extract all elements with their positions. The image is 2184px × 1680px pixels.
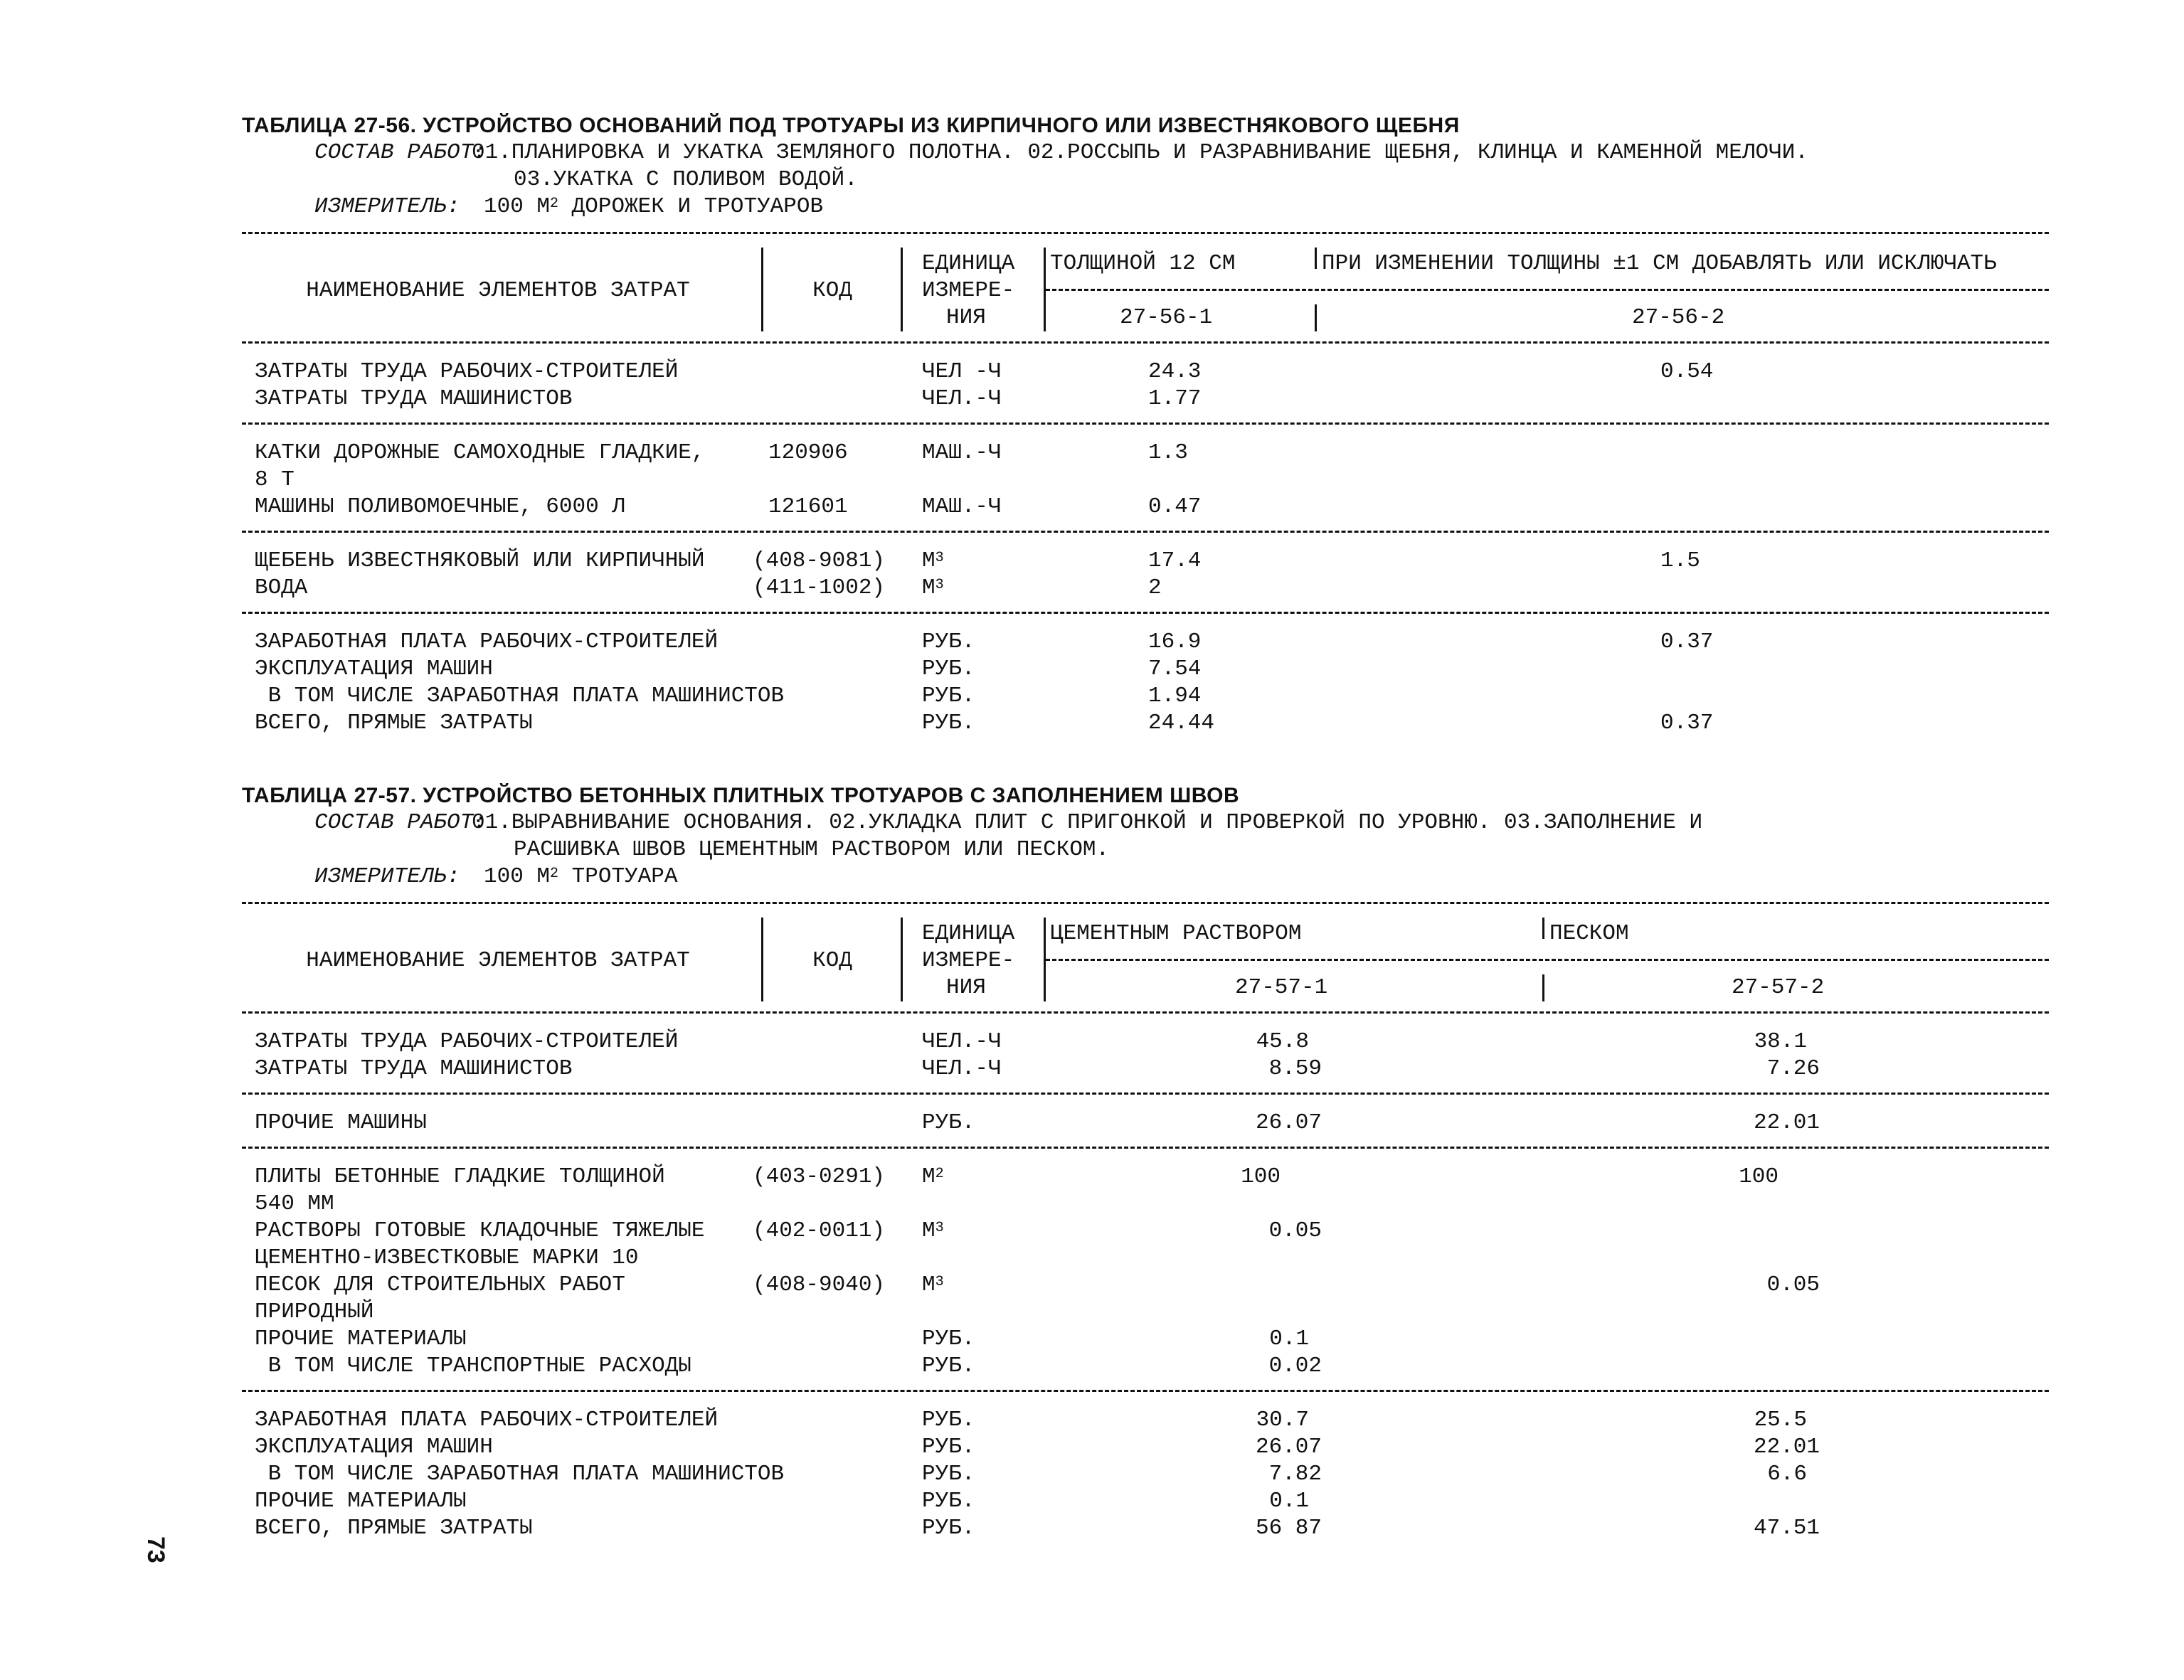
t57-row-value: 0.1 bbox=[1269, 1327, 1309, 1351]
t57-row-unit: РУБ. bbox=[922, 1516, 975, 1541]
t56-row-name: КАТКИ ДОРОЖНЫЕ САМОХОДНЫЕ ГЛАДКИЕ, bbox=[255, 440, 705, 465]
t56-row-name: ЗАТРАТЫ ТРУДА РАБОЧИХ-СТРОИТЕЛЕЙ bbox=[255, 359, 679, 384]
t56-row-name: ЗАТРАТЫ ТРУДА МАШИНИСТОВ bbox=[255, 386, 573, 411]
t57-row-unit: РУБ. bbox=[922, 1408, 975, 1432]
t57-row-name-cont: ПРИРОДНЫЙ bbox=[255, 1299, 374, 1324]
t56-row-value: 17.4 bbox=[1148, 548, 1202, 573]
t57-row-unit: $М^3$ bbox=[922, 1218, 944, 1243]
t57-header-col2: ПЕСКОМ bbox=[1549, 921, 1629, 946]
t56-row-name: ЗАРАБОТНАЯ ПЛАТА РАБОЧИХ-СТРОИТЕЛЕЙ bbox=[255, 629, 719, 654]
t57-row-name: ПЛИТЫ БЕТОННЫЕ ГЛАДКИЕ ТОЛЩИНОЙ bbox=[255, 1164, 665, 1189]
t56-header-unit: ИЗМЕРЕ- bbox=[922, 278, 1015, 303]
t57-row-name: ЗАТРАТЫ ТРУДА РАБОЧИХ-СТРОИТЕЛЕЙ bbox=[255, 1029, 679, 1054]
t57-row-unit: РУБ. bbox=[922, 1327, 975, 1351]
t57-row-value: 6.6 bbox=[1767, 1462, 1807, 1487]
t56-row-value: 0.37 bbox=[1660, 711, 1714, 735]
t57-row-name: ЗАРАБОТНАЯ ПЛАТА РАБОЧИХ-СТРОИТЕЛЕЙ bbox=[255, 1408, 719, 1432]
t57-rule bbox=[242, 1092, 2049, 1095]
t56-header-col2: ПРИ ИЗМЕНЕНИИ ТОЛЩИНЫ ±1 СМ ДОБАВЛЯТЬ ИЛИ ИСКЛЮЧАТЬ bbox=[1322, 251, 1997, 276]
t56-meter-label: ИЗМЕРИТЕЛЬ: bbox=[314, 194, 460, 219]
t57-row-code: (408-9040) bbox=[753, 1272, 886, 1297]
t56-row-unit: МАШ.-Ч bbox=[922, 494, 1002, 519]
t57-row-name: ПЕСОК ДЛЯ СТРОИТЕЛЬНЫХ РАБОТ bbox=[255, 1272, 625, 1297]
t57-row-name: ПРОЧИЕ МАШИНЫ bbox=[255, 1110, 427, 1135]
t56-row-name: ВСЕГО, ПРЯМЫЕ ЗАТРАТЫ bbox=[255, 711, 533, 735]
t56-row-value: 24.3 bbox=[1148, 359, 1202, 384]
t57-header-col1: ЦЕМЕНТНЫМ РАСТВОРОМ bbox=[1050, 921, 1302, 946]
t56-row-name: МАШИНЫ ПОЛИВОМОЕЧНЫЕ, 6000 Л bbox=[255, 494, 625, 519]
t56-header-col1: ТОЛЩИНОЙ 12 СМ bbox=[1050, 251, 1236, 276]
t57-meter-label: ИЗМЕРИТЕЛЬ: bbox=[314, 864, 460, 889]
t56-header-unit: НИЯ bbox=[946, 305, 986, 330]
t57-row-name: В ТОМ ЧИСЛЕ ТРАНСПОРТНЫЕ РАСХОДЫ bbox=[255, 1354, 691, 1378]
t57-row-name: ВСЕГО, ПРЯМЫЕ ЗАТРАТЫ bbox=[255, 1516, 533, 1541]
t56-row-code: (411-1002) bbox=[753, 575, 886, 600]
t56-row-unit: $М^3$ bbox=[922, 548, 944, 573]
t56-row-value: 16.9 bbox=[1148, 629, 1202, 654]
t56-header-divider bbox=[1315, 304, 1317, 331]
page-number: 73 bbox=[142, 1536, 169, 1563]
t57-row-value: 56 87 bbox=[1255, 1516, 1322, 1541]
t57-row-value: 100 bbox=[1739, 1164, 1779, 1189]
t56-row-name-cont: 8 Т bbox=[255, 467, 295, 492]
t56-header-divider bbox=[1315, 248, 1317, 269]
t57-rule bbox=[242, 1390, 2049, 1392]
t57-row-value: 30.7 bbox=[1256, 1408, 1309, 1432]
t56-work-line2: 03.УКАТКА С ПОЛИВОМ ВОДОЙ. bbox=[514, 167, 858, 192]
t57-meter: 100 $М^2$ ТРОТУАРА bbox=[484, 864, 678, 889]
t56-rule bbox=[242, 341, 2049, 344]
t57-header-divider bbox=[901, 918, 903, 1001]
t56-header-divider bbox=[761, 248, 763, 331]
t56-row-value: 0.37 bbox=[1660, 629, 1714, 654]
t57-header-code: КОД bbox=[812, 948, 852, 973]
t56-row-value: 24.44 bbox=[1148, 711, 1215, 735]
t56-header-code: КОД bbox=[812, 278, 852, 303]
t57-row-unit: $М^3$ bbox=[922, 1272, 944, 1297]
t56-row-value: 0.47 bbox=[1148, 494, 1202, 519]
t57-row-unit: $М^2$ bbox=[922, 1164, 944, 1189]
t57-header-divider bbox=[1542, 918, 1544, 939]
t57-rule-top bbox=[242, 902, 2049, 904]
t57-row-name: ПРОЧИЕ МАТЕРИАЛЫ bbox=[255, 1489, 467, 1514]
t57-row-name-cont: ЦЕМЕНТНО-ИЗВЕСТКОВЫЕ МАРКИ 10 bbox=[255, 1245, 639, 1270]
t57-row-value: 0.05 bbox=[1766, 1272, 1820, 1297]
t57-work-label: СОСТАВ РАБОТ: bbox=[314, 810, 487, 835]
t57-row-value: 26.07 bbox=[1255, 1435, 1322, 1460]
t57-header-divider bbox=[761, 918, 763, 1001]
t57-row-value: 38.1 bbox=[1754, 1029, 1807, 1054]
t56-header-name: НАИМЕНОВАНИЕ ЭЛЕМЕНТОВ ЗАТРАТ bbox=[306, 278, 690, 303]
t57-row-value: 0.02 bbox=[1268, 1354, 1322, 1378]
t57-header-num1: 27-57-1 bbox=[1235, 975, 1328, 1000]
t56-row-name: ЩЕБЕНЬ ИЗВЕСТНЯКОВЫЙ ИЛИ КИРПИЧНЫЙ bbox=[255, 548, 705, 573]
t57-rule bbox=[242, 1147, 2049, 1149]
t56-rule bbox=[242, 422, 2049, 425]
t57-row-name-cont: 540 ММ bbox=[255, 1191, 334, 1216]
t56-row-unit: $М^3$ bbox=[922, 575, 944, 600]
t56-work-label: СОСТАВ РАБОТ: bbox=[314, 140, 487, 165]
t57-header-name: НАИМЕНОВАНИЕ ЭЛЕМЕНТОВ ЗАТРАТ bbox=[306, 948, 690, 973]
t57-header-unit: ЕДИНИЦА bbox=[922, 921, 1015, 946]
t56-header-num2: 27-56-2 bbox=[1632, 305, 1725, 330]
t56-row-value: 1.77 bbox=[1148, 386, 1202, 411]
t56-row-unit: ЧЕЛ.-Ч bbox=[922, 386, 1002, 411]
t57-row-unit: РУБ. bbox=[922, 1462, 975, 1487]
t57-row-code: (403-0291) bbox=[753, 1164, 886, 1189]
t57-row-unit: ЧЕЛ.-Ч bbox=[922, 1029, 1002, 1054]
t57-row-name: ЗАТРАТЫ ТРУДА МАШИНИСТОВ bbox=[255, 1056, 573, 1081]
t56-row-code: 121601 bbox=[768, 494, 848, 519]
t57-row-unit: РУБ. bbox=[922, 1354, 975, 1378]
t56-meter: 100 $М^2$ ДОРОЖЕК И ТРОТУАРОВ bbox=[484, 194, 824, 219]
t57-header-subrule bbox=[1046, 959, 2049, 961]
t57-row-value: 0.1 bbox=[1269, 1489, 1309, 1514]
t57-row-value: 26.07 bbox=[1255, 1110, 1322, 1135]
t56-header-num1: 27-56-1 bbox=[1120, 305, 1213, 330]
t57-row-unit: ЧЕЛ.-Ч bbox=[922, 1056, 1002, 1081]
table-27-57-title: ТАБЛИЦА 27-57. УСТРОЙСТВО БЕТОННЫХ ПЛИТНЫХ ТРОТУАРОВ С ЗАПОЛНЕНИЕМ ШВОВ bbox=[242, 784, 1240, 807]
t57-row-name: ПРОЧИЕ МАТЕРИАЛЫ bbox=[255, 1327, 467, 1351]
t56-row-unit: РУБ. bbox=[922, 684, 975, 708]
t56-row-value: 2 bbox=[1148, 575, 1162, 600]
t57-row-name: ЭКСПЛУАТАЦИЯ МАШИН bbox=[255, 1435, 493, 1460]
t57-rule bbox=[242, 1011, 2049, 1014]
t57-row-unit: РУБ. bbox=[922, 1110, 975, 1135]
t57-row-value: 22.01 bbox=[1753, 1110, 1820, 1135]
t56-row-name: ВОДА bbox=[255, 575, 308, 600]
t56-row-value: 1.5 bbox=[1660, 548, 1700, 573]
t57-work-line2: РАСШИВКА ШВОВ ЦЕМЕНТНЫМ РАСТВОРОМ ИЛИ ПЕСКОМ. bbox=[514, 837, 1110, 862]
t57-row-value: 0.05 bbox=[1268, 1218, 1322, 1243]
table-27-56-title: ТАБЛИЦА 27-56. УСТРОЙСТВО ОСНОВАНИЙ ПОД ТРОТУАРЫ ИЗ КИРПИЧНОГО ИЛИ ИЗВЕСТНЯКОВОГО ЩЕБНЯ bbox=[242, 114, 1460, 137]
t57-header-divider bbox=[1542, 974, 1544, 1001]
t56-row-unit: РУБ. bbox=[922, 711, 975, 735]
t57-row-name: В ТОМ ЧИСЛЕ ЗАРАБОТНАЯ ПЛАТА МАШИНИСТОВ bbox=[255, 1462, 785, 1487]
t57-row-value: 7.82 bbox=[1268, 1462, 1322, 1487]
t56-work-line1: 01.ПЛАНИРОВКА И УКАТКА ЗЕМЛЯНОГО ПОЛОТНА. 02.РОССЫПЬ И РАЗРАВНИВАНИЕ ЩЕБНЯ, КЛИНЦА И КАМЕННОЙ МЕЛОЧИ. bbox=[472, 140, 1808, 165]
t56-row-value: 0.54 bbox=[1660, 359, 1714, 384]
t56-row-code: 120906 bbox=[768, 440, 848, 465]
t57-header-num2: 27-57-2 bbox=[1732, 975, 1825, 1000]
t56-row-unit: РУБ. bbox=[922, 656, 975, 681]
t56-row-unit: МАШ.-Ч bbox=[922, 440, 1002, 465]
t56-row-name: В ТОМ ЧИСЛЕ ЗАРАБОТНАЯ ПЛАТА МАШИНИСТОВ bbox=[255, 684, 785, 708]
t57-row-value: 47.51 bbox=[1753, 1516, 1820, 1541]
t56-row-unit: ЧЕЛ -Ч bbox=[922, 359, 1002, 384]
t57-row-name: РАСТВОРЫ ГОТОВЫЕ КЛАДОЧНЫЕ ТЯЖЕЛЫЕ bbox=[255, 1218, 705, 1243]
t57-header-unit: НИЯ bbox=[946, 975, 986, 1000]
t56-rule bbox=[242, 612, 2049, 614]
t56-row-value: 1.3 bbox=[1148, 440, 1188, 465]
t57-row-value: 22.01 bbox=[1753, 1435, 1820, 1460]
t56-row-value: 7.54 bbox=[1148, 656, 1202, 681]
t57-row-value: 8.59 bbox=[1268, 1056, 1322, 1081]
t56-row-code: (408-9081) bbox=[753, 548, 886, 573]
t57-row-value: 25.5 bbox=[1754, 1408, 1807, 1432]
t56-header-divider bbox=[901, 248, 903, 331]
t56-header-unit: ЕДИНИЦА bbox=[922, 251, 1015, 276]
t56-row-name: ЭКСПЛУАТАЦИЯ МАШИН bbox=[255, 656, 493, 681]
t56-header-subrule bbox=[1046, 289, 2049, 291]
t57-work-line1: 01.ВЫРАВНИВАНИЕ ОСНОВАНИЯ. 02.УКЛАДКА ПЛИТ С ПРИГОНКОЙ И ПРОВЕРКОЙ ПО УРОВНЮ. 03.ЗАПОЛНЕНИЕ И bbox=[472, 810, 1703, 835]
t57-row-value: 45.8 bbox=[1256, 1029, 1309, 1054]
t56-rule-top bbox=[242, 232, 2049, 234]
t57-row-unit: РУБ. bbox=[922, 1435, 975, 1460]
t57-row-value: 100 bbox=[1241, 1164, 1281, 1189]
t56-row-unit: РУБ. bbox=[922, 629, 975, 654]
t57-row-code: (402-0011) bbox=[753, 1218, 886, 1243]
t57-header-unit: ИЗМЕРЕ- bbox=[922, 948, 1015, 973]
t56-row-value: 1.94 bbox=[1148, 684, 1202, 708]
t57-row-value: 7.26 bbox=[1766, 1056, 1820, 1081]
t56-rule bbox=[242, 531, 2049, 533]
t57-row-unit: РУБ. bbox=[922, 1489, 975, 1514]
